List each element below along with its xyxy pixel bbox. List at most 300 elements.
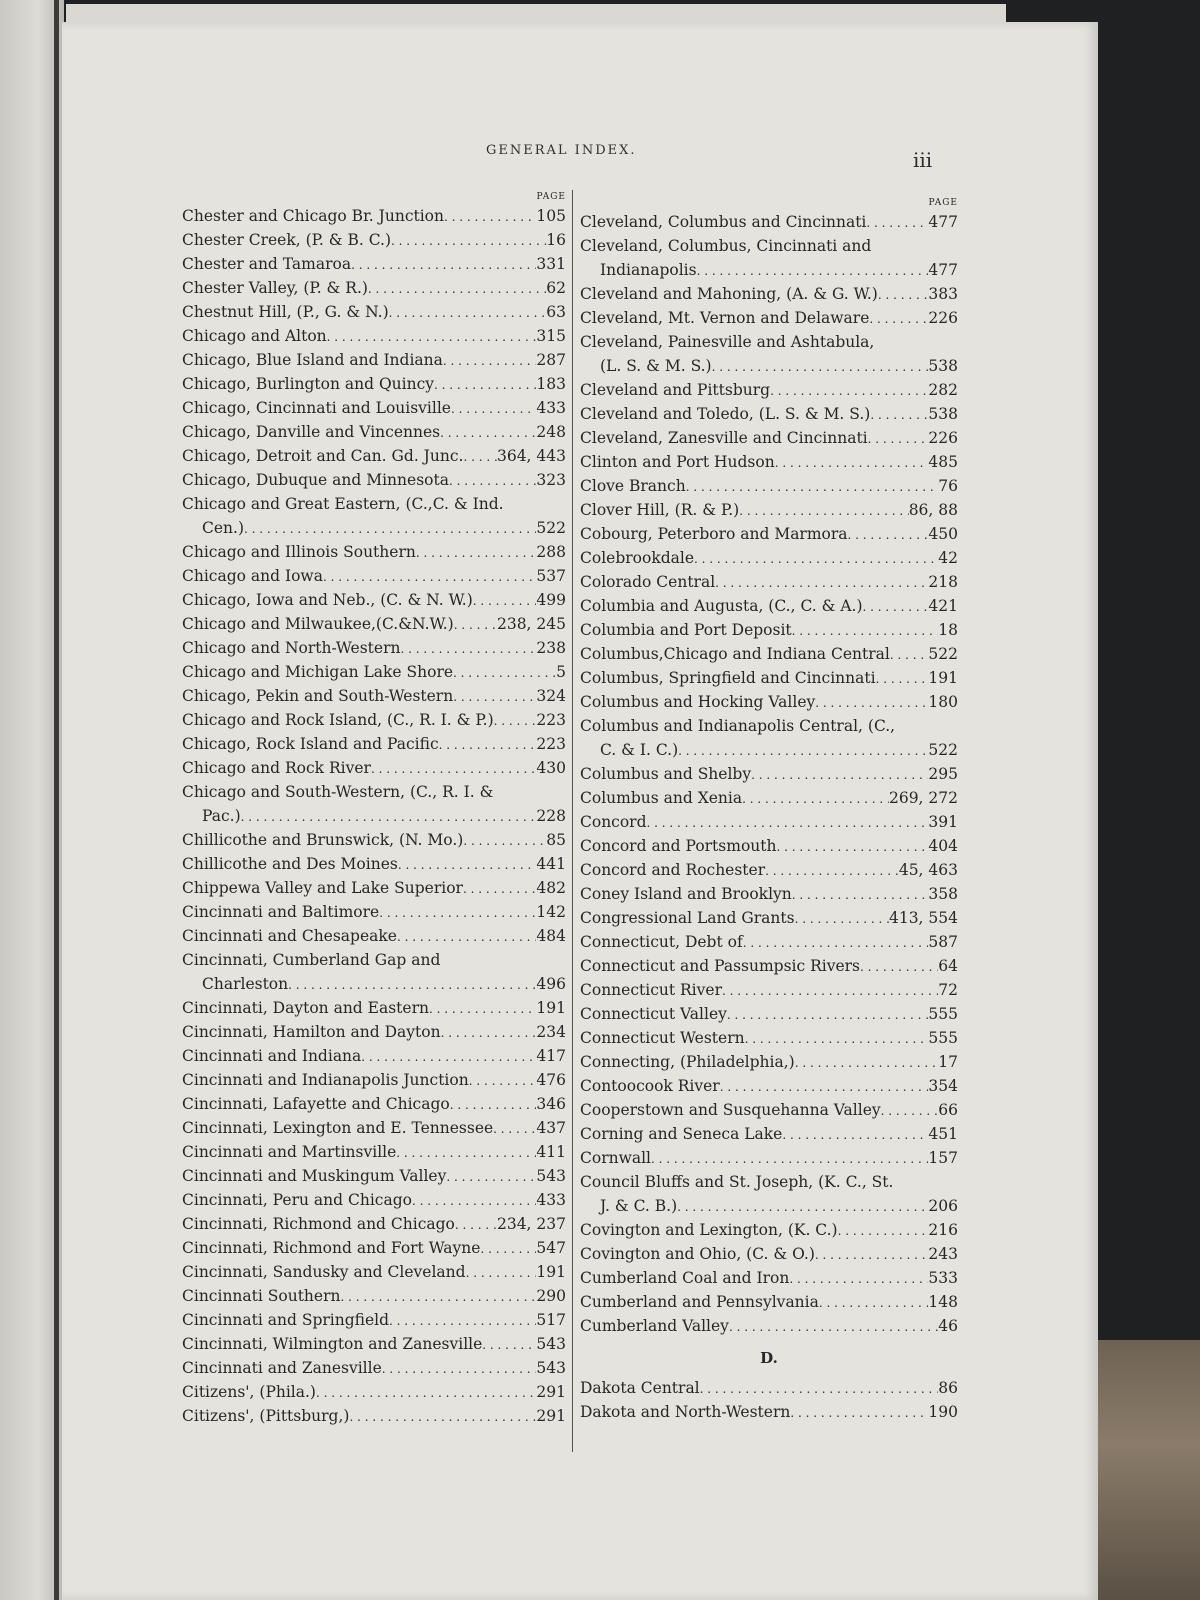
entry-page-number: 223 (536, 711, 566, 729)
entry-title: Clinton and Port Hudson (580, 453, 775, 471)
entry-title: Cincinnati Southern (182, 1287, 341, 1305)
entry-page-number: 533 (928, 1269, 958, 1287)
leader-dots (454, 612, 497, 636)
index-entry (182, 468, 566, 492)
leader-dots (389, 300, 547, 324)
entry-page-number: 430 (536, 759, 566, 777)
entry-title: Concord and Rochester (580, 861, 766, 879)
entry-page-number: 476 (536, 1071, 566, 1089)
entry-title: Cincinnati, Cumberland Gap and (182, 951, 441, 969)
entry-page-number: 226 (928, 309, 958, 327)
leader-dots (790, 1400, 928, 1424)
entry-title: Connecticut Valley (580, 1005, 727, 1023)
leader-dots (789, 1266, 928, 1290)
entry-page-number: 417 (536, 1047, 566, 1065)
leader-dots (792, 618, 939, 642)
index-entry (580, 666, 958, 690)
entry-title: Chicago, Detroit and Can. Gd. Junc. (182, 447, 464, 465)
entry-page-number: 315 (536, 327, 566, 345)
entry-title: Clover Hill, (R. & P.) (580, 501, 740, 519)
entry-title: Concord and Portsmouth (580, 837, 777, 855)
leader-dots (440, 420, 536, 444)
entry-title: Columbia and Augusta, (C., C. & A.) (580, 597, 863, 615)
index-entry (182, 780, 566, 828)
entry-title: Chicago, Blue Island and Indiana (182, 351, 443, 369)
index-entry (580, 834, 958, 858)
index-entry (580, 618, 958, 642)
index-entry (182, 1260, 566, 1284)
entry-title: Cincinnati, Peru and Chicago (182, 1191, 412, 1209)
leader-dots (647, 810, 929, 834)
entry-page-number: 282 (928, 381, 958, 399)
leader-dots (712, 354, 929, 378)
index-entry (580, 930, 958, 954)
index-entry (182, 1404, 566, 1428)
index-entry (182, 996, 566, 1020)
index-entry (182, 732, 566, 756)
index-entry (580, 1146, 958, 1170)
leader-dots (443, 348, 537, 372)
index-entry (580, 978, 958, 1002)
entry-title: Colorado Central (580, 573, 716, 591)
d-entry-list (580, 1376, 958, 1424)
leader-dots (742, 786, 889, 810)
entry-title: Coney Island and Brooklyn (580, 885, 792, 903)
entry-page-number: 291 (536, 1383, 566, 1401)
leader-dots (323, 564, 536, 588)
index-entry (182, 828, 566, 852)
index-entry (580, 1376, 958, 1400)
entry-title: Chicago, Pekin and South-Western (182, 687, 454, 705)
entry-title: Connecticut and Passumpsic Rivers (580, 957, 861, 975)
entry-title: Contoocook River (580, 1077, 720, 1095)
entry-title: Chester Valley, (P. & R.) (182, 279, 368, 297)
entry-title: Chicago and Michigan Lake Shore (182, 663, 454, 681)
entry-page-number: 477 (928, 261, 958, 279)
index-entry (182, 876, 566, 900)
leader-dots (863, 594, 929, 618)
entry-title-continuation: Pac.) (202, 807, 241, 825)
leader-dots (453, 660, 556, 684)
right-column (580, 196, 958, 1424)
entry-page-number: 496 (536, 975, 566, 993)
index-entry (580, 882, 958, 906)
index-entry (580, 1050, 958, 1074)
entry-page-number: 72 (938, 981, 958, 999)
entry-title: Columbia and Port Deposit (580, 621, 792, 639)
index-entry (182, 684, 566, 708)
index-entry (182, 1068, 566, 1092)
index-entry (182, 1164, 566, 1188)
index-entry (182, 1092, 566, 1116)
index-entry (182, 372, 566, 396)
index-entry (182, 1356, 566, 1380)
leader-dots (751, 762, 928, 786)
leader-dots (351, 252, 536, 276)
index-entry (580, 1170, 958, 1218)
index-entry (182, 636, 566, 660)
entry-title-continuation: Indianapolis (600, 261, 697, 279)
entry-title: Cincinnati and Zanesville (182, 1359, 382, 1377)
entry-title: Chicago, Dubuque and Minnesota (182, 471, 449, 489)
index-entry (182, 708, 566, 732)
leader-dots (349, 1404, 536, 1428)
index-entry (580, 1074, 958, 1098)
entry-title: Chicago and Great Eastern, (C.,C. & Ind. (182, 495, 504, 513)
entry-title: Cincinnati and Indiana (182, 1047, 362, 1065)
index-entry (580, 1026, 958, 1050)
entry-title: Cincinnati and Muskingum Valley (182, 1167, 447, 1185)
entry-page-number: 485 (928, 453, 958, 471)
entry-title: Dakota and North-Western (580, 1403, 791, 1421)
index-entry (580, 1400, 958, 1424)
entry-page-number: 46 (938, 1317, 958, 1335)
entry-page-number: 433 (536, 399, 566, 417)
leader-dots (776, 834, 928, 858)
index-entry (182, 444, 566, 468)
index-entry (580, 642, 958, 666)
entry-page-number: 16 (546, 231, 566, 249)
index-entry (580, 426, 958, 450)
leader-dots (444, 204, 536, 228)
index-entry (182, 612, 566, 636)
page-column-label: PAGE (536, 192, 566, 202)
index-entry (182, 948, 566, 996)
entry-title: Chicago, Cincinnati and Louisville (182, 399, 451, 417)
entry-page-number: 433 (536, 1191, 566, 1209)
index-entry (580, 906, 958, 930)
index-entry (580, 210, 958, 234)
entry-title: Chicago, Rock Island and Pacific (182, 735, 439, 753)
leader-dots (340, 1284, 536, 1308)
leader-dots (463, 828, 546, 852)
index-entry (182, 276, 566, 300)
entry-title: Covington and Ohio, (C. & O.) (580, 1245, 815, 1263)
index-entry (182, 1284, 566, 1308)
page-column-label: PAGE (928, 198, 958, 208)
entry-page-number: 547 (536, 1239, 566, 1257)
entry-page-number: 45, 463 (898, 861, 958, 879)
leader-dots (463, 876, 536, 900)
index-entry (182, 1140, 566, 1164)
entry-title: Connecticut, Debt of (580, 933, 743, 951)
entry-page-number: 364, 443 (496, 447, 566, 465)
entry-title: Columbus and Indianapolis Central, (C., (580, 717, 896, 735)
entry-title: Clove Branch (580, 477, 686, 495)
leader-dots (815, 690, 928, 714)
index-entry (580, 690, 958, 714)
entry-title: Chester Creek, (P. & B. C.) (182, 231, 392, 249)
entry-title-continuation: (L. S. & M. S.) (600, 357, 712, 375)
leader-dots (651, 1146, 928, 1170)
leader-dots (745, 1026, 929, 1050)
entry-page-number: 238 (536, 639, 566, 657)
leader-dots (866, 210, 928, 234)
entry-title: Chicago, Iowa and Neb., (C. & N. W.) (182, 591, 473, 609)
entry-page-number: 421 (928, 597, 958, 615)
entry-title: Cincinnati and Baltimore (182, 903, 380, 921)
leader-dots (469, 1068, 537, 1092)
leader-dots (416, 540, 537, 564)
index-entry (580, 1098, 958, 1122)
leader-dots (397, 924, 536, 948)
entry-title: Chester and Tamaroa (182, 255, 352, 273)
leader-dots (765, 858, 899, 882)
entry-page-number: 63 (546, 303, 566, 321)
entry-page-number: 66 (938, 1101, 958, 1119)
right-entry-list (580, 210, 958, 1338)
leader-dots (482, 1332, 536, 1356)
entry-page-number: 295 (928, 765, 958, 783)
leader-dots (400, 636, 536, 660)
entry-title: Connecting, (Philadelphia,) (580, 1053, 795, 1071)
entry-page-number: 538 (928, 405, 958, 423)
entry-page-number: 499 (536, 591, 566, 609)
index-entry (182, 900, 566, 924)
entry-page-number: 234 (536, 1023, 566, 1041)
entry-page-number: 216 (928, 1221, 958, 1239)
leader-dots (860, 954, 938, 978)
index-entry (580, 714, 958, 762)
leader-dots (848, 522, 929, 546)
left-entry-list (182, 204, 566, 1428)
leader-dots (729, 1314, 938, 1338)
index-entry (182, 1212, 566, 1236)
entry-page-number: 191 (536, 999, 566, 1017)
page-number: iii (913, 148, 933, 172)
index-entry (580, 450, 958, 474)
index-entry (182, 540, 566, 564)
index-entry (580, 306, 958, 330)
leader-dots (720, 1074, 929, 1098)
index-entry (580, 810, 958, 834)
entry-page-number: 451 (928, 1125, 958, 1143)
entry-page-number: 105 (536, 207, 566, 225)
entry-title: Chicago and Illinois Southern (182, 543, 416, 561)
entry-page-number: 148 (928, 1293, 958, 1311)
entry-page-number: 86 (938, 1379, 958, 1397)
entry-title: Cornwall (580, 1149, 652, 1167)
leader-dots (316, 1380, 536, 1404)
entry-title: Columbus and Hocking Valley (580, 693, 816, 711)
leader-dots (815, 1242, 929, 1266)
entry-page-number: 76 (938, 477, 958, 495)
entry-page-number: 555 (928, 1029, 958, 1047)
index-entry (580, 1290, 958, 1314)
leader-dots (480, 1236, 536, 1260)
index-entry (182, 420, 566, 444)
column-divider (572, 190, 573, 1452)
leader-dots (493, 1116, 536, 1140)
entry-page-number: 291 (536, 1407, 566, 1425)
entry-title: Columbus, Springfield and Cincinnati (580, 669, 876, 687)
index-entry (580, 330, 958, 378)
index-entry (580, 546, 958, 570)
running-header: GENERAL INDEX. (486, 143, 637, 158)
entry-title: Covington and Lexington, (K. C.) (580, 1221, 838, 1239)
entry-title: Colebrookdale (580, 549, 695, 567)
entry-title: Chippewa Valley and Lake Superior (182, 879, 463, 897)
entry-page-number: 248 (536, 423, 566, 441)
entry-title: Cincinnati, Hamilton and Dayton (182, 1023, 441, 1041)
entry-page-number: 413, 554 (888, 909, 958, 927)
leader-dots (391, 228, 546, 252)
entry-page-number: 183 (536, 375, 566, 393)
index-entry (580, 474, 958, 498)
index-entry (580, 402, 958, 426)
leader-dots (775, 450, 929, 474)
entry-page-number: 190 (928, 1403, 958, 1421)
entry-title: Chillicothe and Des Moines (182, 855, 398, 873)
leader-dots (770, 378, 928, 402)
leader-dots (466, 1260, 537, 1284)
leader-dots (700, 1376, 939, 1400)
leader-dots (453, 684, 536, 708)
entry-page-number: 206 (928, 1197, 958, 1215)
entry-page-number: 243 (928, 1245, 958, 1263)
entry-page-number: 238, 245 (496, 615, 566, 633)
entry-page-number: 218 (928, 573, 958, 591)
entry-title: Cleveland, Zanesville and Cincinnati (580, 429, 868, 447)
leader-dots (697, 258, 929, 282)
entry-page-number: 324 (536, 687, 566, 705)
index-entry (182, 492, 566, 540)
index-entry (182, 252, 566, 276)
entry-title: Chicago, Danville and Vincennes (182, 423, 441, 441)
entry-page-number: 543 (536, 1167, 566, 1185)
leader-dots (398, 852, 537, 876)
index-entry (580, 1002, 958, 1026)
entry-title: Corning and Seneca Lake (580, 1125, 783, 1143)
entry-page-number: 234, 237 (496, 1215, 566, 1233)
index-entry (182, 588, 566, 612)
index-entry (580, 762, 958, 786)
entry-page-number: 543 (536, 1359, 566, 1377)
leader-dots (455, 1212, 497, 1236)
entry-title: Council Bluffs and St. Joseph, (K. C., St. (580, 1173, 894, 1191)
leader-dots (870, 402, 928, 426)
index-entry (182, 324, 566, 348)
entry-title: Cincinnati and Indianapolis Junction (182, 1071, 469, 1089)
leader-dots (838, 1218, 929, 1242)
entry-title: Cincinnati, Richmond and Fort Wayne (182, 1239, 481, 1257)
entry-title: Cincinnati, Lexington and E. Tennessee (182, 1119, 494, 1137)
entry-page-number: 522 (928, 741, 958, 759)
entry-title: Dakota Central (580, 1379, 700, 1397)
entry-page-number: 287 (536, 351, 566, 369)
index-entry (182, 396, 566, 420)
entry-page-number: 555 (928, 1005, 958, 1023)
leader-dots (792, 882, 929, 906)
leader-dots (244, 516, 536, 540)
entry-page-number: 543 (536, 1335, 566, 1353)
entry-title: Cumberland Coal and Iron (580, 1269, 790, 1287)
leader-dots (412, 1188, 536, 1212)
leader-dots (677, 1194, 928, 1218)
index-entry (580, 594, 958, 618)
entry-title: Citizens', (Phila.) (182, 1383, 316, 1401)
entry-page-number: 404 (928, 837, 958, 855)
entry-title: Chillicothe and Brunswick, (N. Mo.) (182, 831, 464, 849)
entry-page-number: 437 (536, 1119, 566, 1137)
entry-title: Cincinnati, Sandusky and Cleveland (182, 1263, 466, 1281)
leader-dots (371, 756, 536, 780)
entry-page-number: 358 (928, 885, 958, 903)
entry-title-continuation: Cen.) (202, 519, 244, 537)
leader-dots (890, 642, 929, 666)
entry-page-number: 86, 88 (908, 501, 958, 519)
index-entry (182, 564, 566, 588)
entry-title: Chicago and Rock Island, (C., R. I. & P.) (182, 711, 494, 729)
entry-page-number: 17 (938, 1053, 958, 1071)
entry-page-number: 191 (536, 1263, 566, 1281)
index-entry (182, 300, 566, 324)
entry-page-number: 484 (536, 927, 566, 945)
entry-title: Chicago and South-Western, (C., R. I. & (182, 783, 494, 801)
entry-page-number: 290 (536, 1287, 566, 1305)
index-entry (182, 1332, 566, 1356)
entry-page-number: 331 (536, 255, 566, 273)
entry-page-number: 85 (546, 831, 566, 849)
index-entry (182, 228, 566, 252)
leader-dots (441, 1020, 537, 1044)
entry-title: Cincinnati, Wilmington and Zanesville (182, 1335, 483, 1353)
left-column (182, 190, 566, 1428)
index-entry (580, 858, 958, 882)
entry-title: Cumberland Valley (580, 1317, 729, 1335)
entry-page-number: 42 (938, 549, 958, 567)
entry-title: Cleveland and Toledo, (L. S. & M. S.) (580, 405, 871, 423)
entry-page-number: 180 (928, 693, 958, 711)
entry-title-continuation: J. & C. B.) (600, 1197, 678, 1215)
leader-dots (694, 546, 938, 570)
entry-page-number: 441 (536, 855, 566, 873)
index-entry (580, 570, 958, 594)
entry-page-number: 157 (928, 1149, 958, 1167)
entry-page-number: 5 (556, 663, 566, 681)
index-entry (182, 1236, 566, 1260)
index-entry (182, 852, 566, 876)
entry-title: Connecticut River (580, 981, 722, 999)
entry-page-number: 538 (928, 357, 958, 375)
leader-dots (368, 276, 546, 300)
index-entry (580, 378, 958, 402)
leader-dots (389, 1308, 536, 1332)
entry-title: Chestnut Hill, (P., G. & N.) (182, 303, 389, 321)
index-entry (182, 1380, 566, 1404)
leader-dots (382, 1356, 537, 1380)
entry-title-continuation: C. & I. C.) (600, 741, 679, 759)
entry-page-number: 391 (928, 813, 958, 831)
entry-page-number: 228 (536, 807, 566, 825)
index-entry (182, 756, 566, 780)
entry-title: Cleveland, Painesville and Ashtabula, (580, 333, 875, 351)
index-entry (580, 1218, 958, 1242)
index-entry (580, 522, 958, 546)
entry-title: Chester and Chicago Br. Junction (182, 207, 444, 225)
entry-page-number: 537 (536, 567, 566, 585)
entry-title: Concord (580, 813, 647, 831)
entry-title: Columbus and Shelby (580, 765, 752, 783)
leader-dots (795, 1050, 939, 1074)
entry-page-number: 522 (536, 519, 566, 537)
leader-dots (379, 900, 536, 924)
leader-dots (446, 1164, 536, 1188)
entry-title: Cincinnati and Springfield (182, 1311, 390, 1329)
entry-page-number: 191 (928, 669, 958, 687)
entry-page-number: 383 (928, 285, 958, 303)
entry-page-number: 64 (938, 957, 958, 975)
